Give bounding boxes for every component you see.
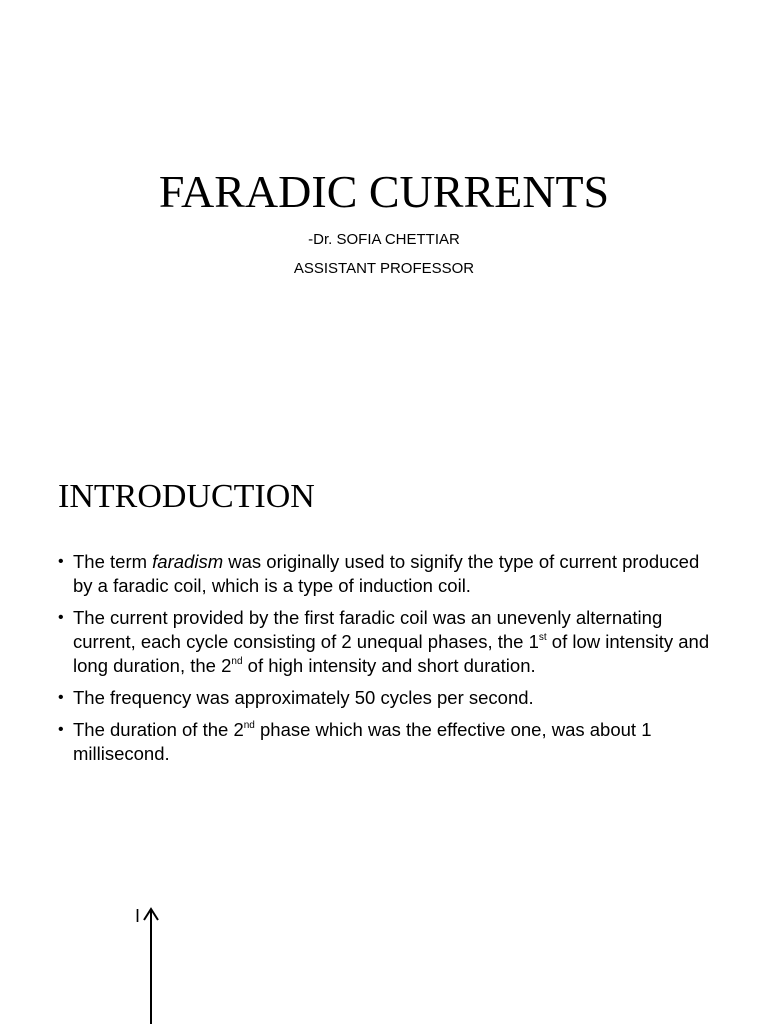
- bullet-icon: •: [58, 689, 64, 706]
- bullet-text: of low intensity and long duration, the 2: [73, 631, 710, 676]
- bullet-item: [58, 550, 718, 598]
- bullet-text: The term: [73, 551, 153, 572]
- bullet-item: [58, 686, 718, 710]
- bullet-list: [58, 550, 718, 774]
- bullet-text: was originally used to signify the type of current produced by a faradic coil, which is a type of induction coil.: [73, 551, 700, 596]
- ordinal-suffix: st: [538, 632, 547, 643]
- bullet-icon: •: [58, 721, 64, 738]
- bullet-text: of high intensity and short duration.: [242, 655, 536, 676]
- current-axis-diagram: [128, 900, 168, 1024]
- bullet-text: The frequency was approximately 50 cycles per second.: [73, 687, 534, 708]
- bullet-icon: •: [58, 609, 64, 626]
- bullet-text: The current provided by the first faradic coil was an unevenly alternating current, each cycle consisting of 2 unequal phases, the 1: [73, 607, 663, 652]
- bullet-item: [58, 606, 718, 678]
- slide-title: FARADIC CURRENTS: [158, 166, 610, 217]
- bullet-icon: •: [58, 553, 64, 570]
- bullet-text: phase which was the effective one, was about 1 millisecond.: [73, 719, 652, 764]
- axis-label: I: [135, 906, 141, 926]
- ordinal-suffix: nd: [243, 720, 255, 731]
- ordinal-suffix: nd: [231, 656, 243, 667]
- section-heading: INTRODUCTION: [58, 478, 315, 515]
- bullet-item: [58, 718, 718, 766]
- author-name: -Dr. SOFIA CHETTIAR: [308, 231, 460, 248]
- emphasis-term: faradism: [152, 551, 224, 572]
- author-role: ASSISTANT PROFESSOR: [293, 260, 475, 277]
- bullet-text: The duration of the 2: [73, 719, 244, 740]
